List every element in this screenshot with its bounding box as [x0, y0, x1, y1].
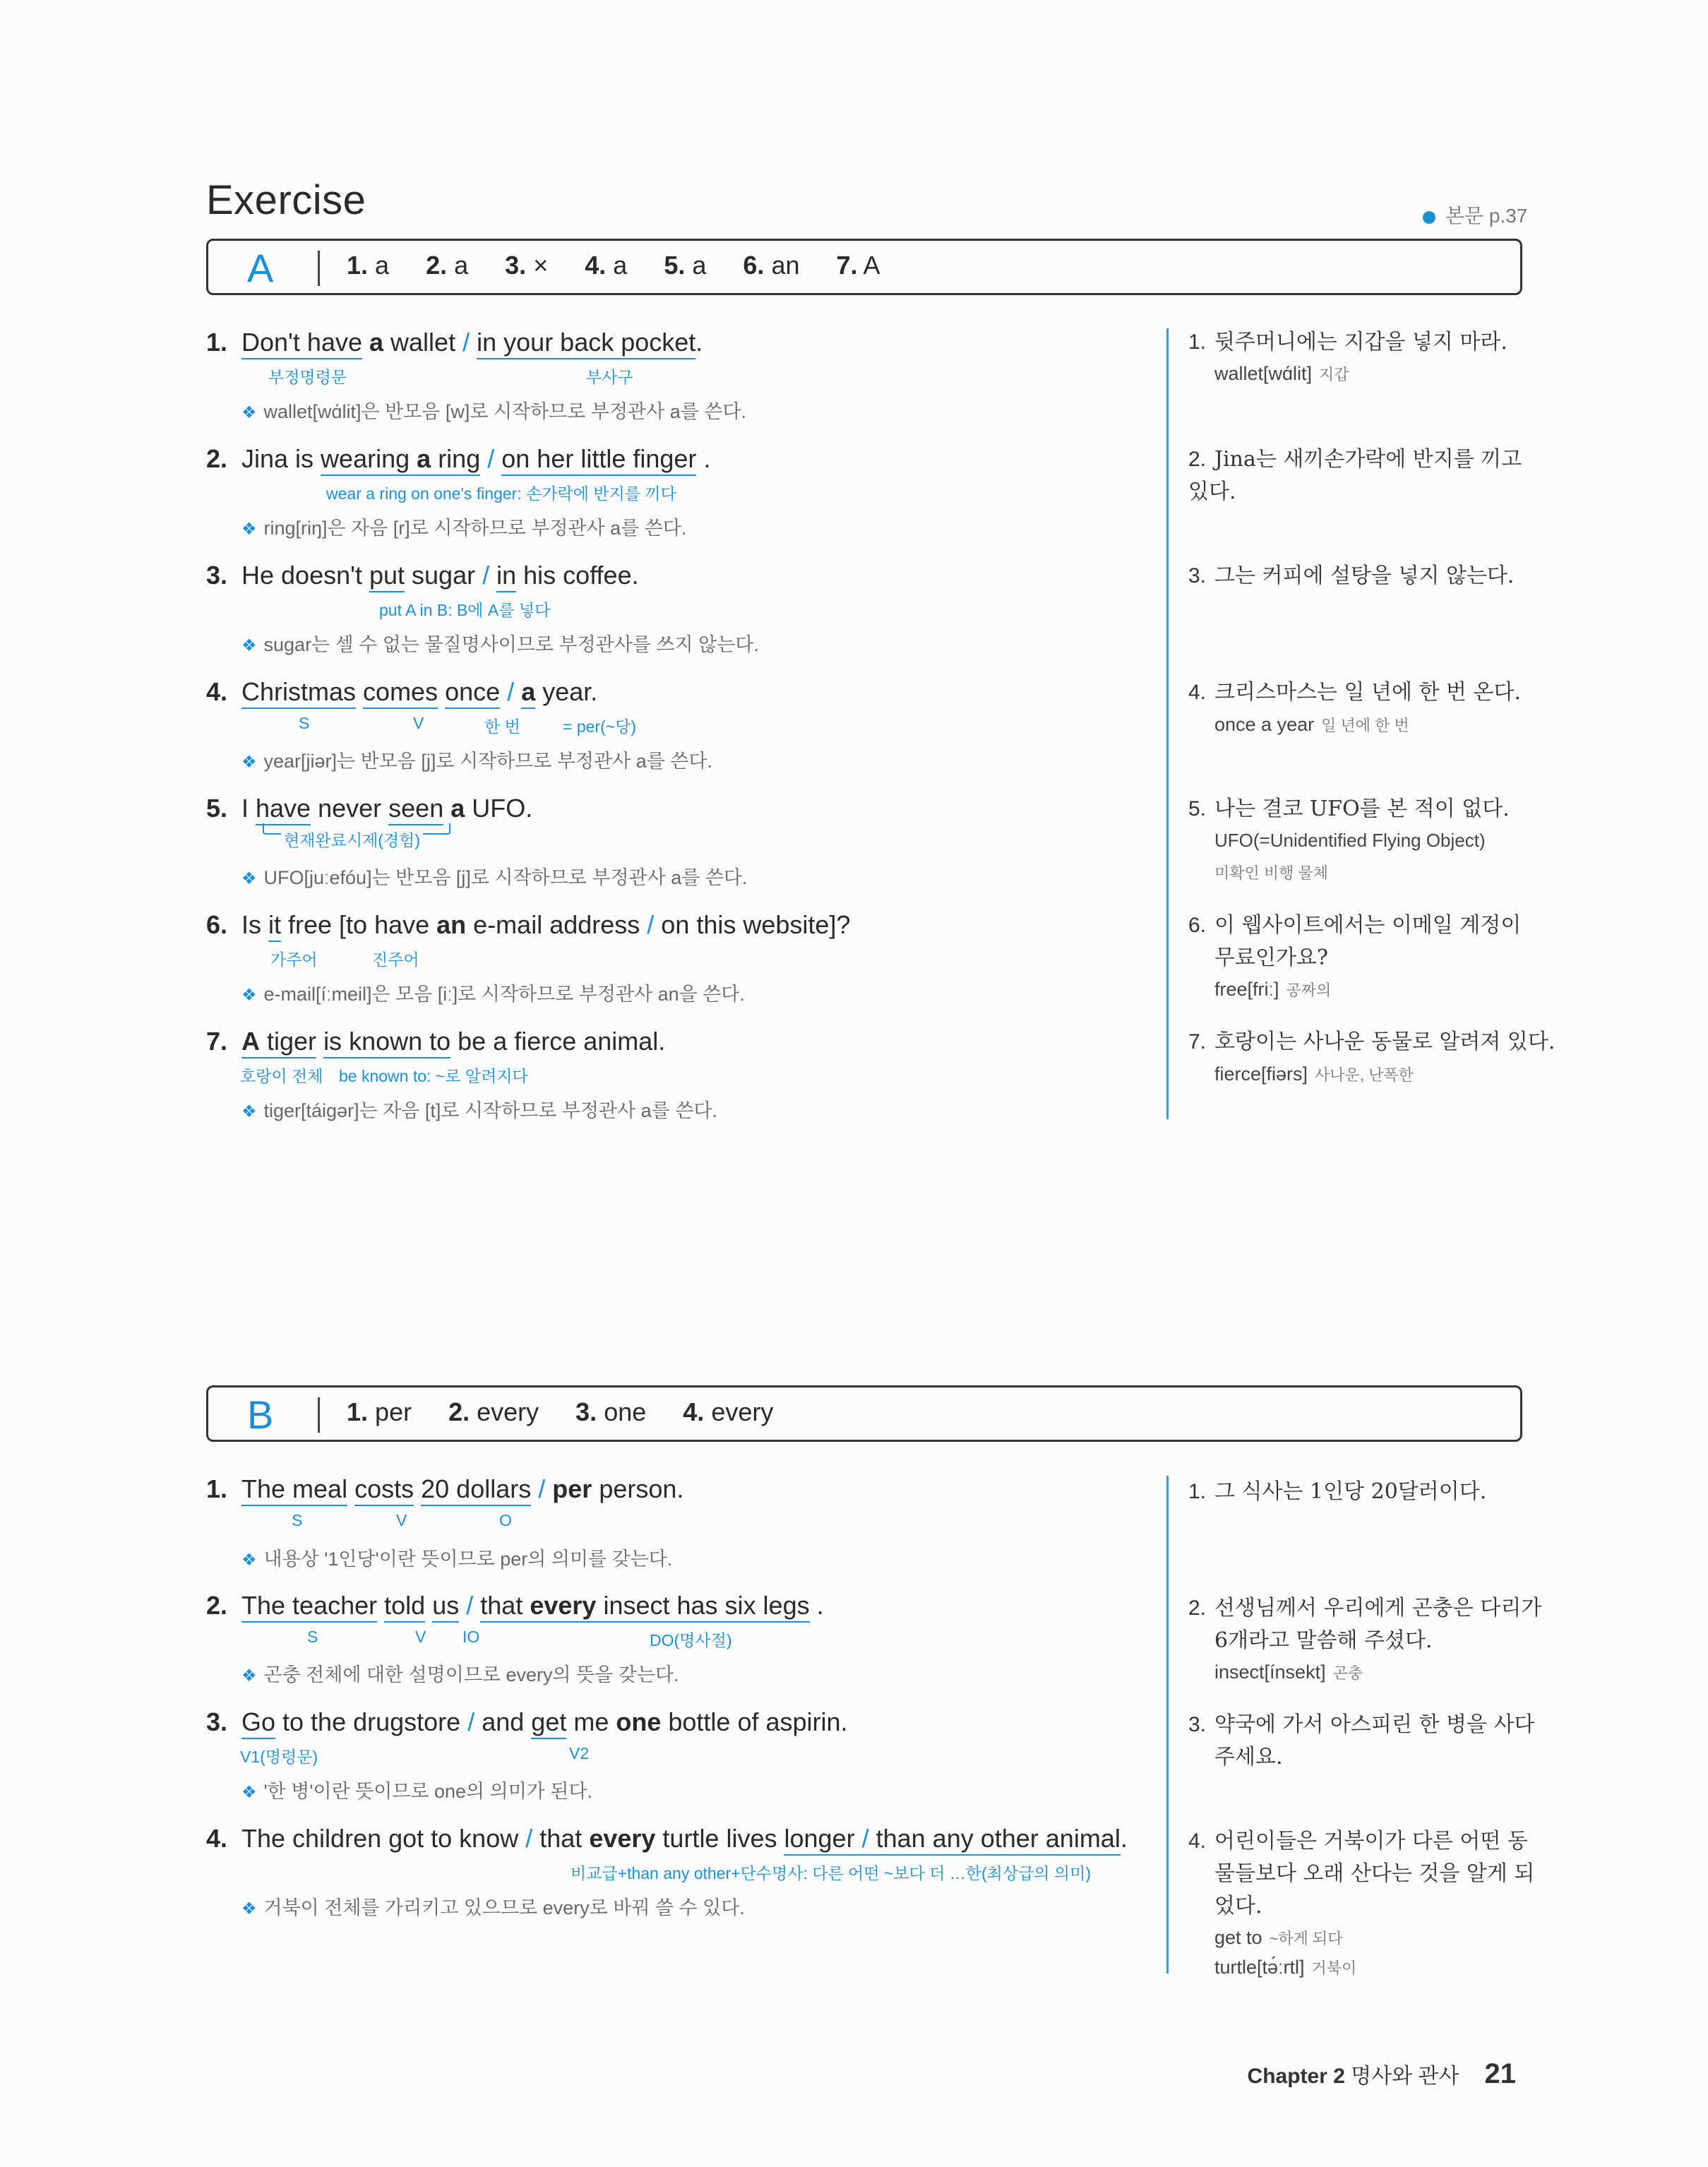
explanation-note: ❖ ring[riŋ]은 자음 [r]로 시작하므로 부정관사 a를 쓴다.	[241, 518, 687, 539]
diamond-bullet-icon: ❖	[241, 403, 257, 422]
explanation-note: ❖ UFO[juːefóu]는 반모음 [j]로 시작하므로 부정관사 a를 쓴다.	[241, 867, 748, 888]
section-letter: B	[247, 1392, 274, 1437]
annotation: S	[292, 1511, 303, 1529]
explanation-note: ❖ year[jiər]는 반모음 [j]로 시작하므로 부정관사 a를 쓴다.	[241, 751, 712, 772]
translation: 3. 그는 커피에 설탕을 넣지 않는다.	[1188, 563, 1515, 588]
diamond-bullet-icon: ❖	[241, 986, 257, 1005]
annotation: put A in B: B에 A를 넣다	[379, 601, 551, 619]
vocabulary: UFO(=Unidentified Flying Object)	[1214, 830, 1486, 851]
annotation: 한 번	[484, 717, 520, 736]
sentence-b2: 2. The teacher told us / that every insect has six legs .	[206, 1591, 824, 1620]
annotation: IO	[462, 1628, 480, 1646]
translation: 5. 나는 결코 UFO를 본 적이 없다.	[1188, 796, 1510, 821]
vocabulary: turtle[tə́ːrtl] 거북이	[1214, 1957, 1357, 1978]
annotation: S	[299, 714, 310, 732]
diamond-bullet-icon: ❖	[241, 1899, 257, 1918]
sentence-b3: 3. Go to the drugstore / and get me one bottle of aspirin.	[206, 1707, 848, 1737]
annotation: 비교급+than any other+단수명사: 다른 어떤 ~보다 더 …한(최상급의 의미)	[571, 1864, 1091, 1882]
translation: 4. 크리스마스는 일 년에 한 번 온다.	[1188, 680, 1521, 705]
vocabulary: wallet[wɑ́lit] 지갑	[1214, 363, 1349, 384]
diamond-bullet-icon: ❖	[241, 1666, 257, 1685]
annotation: DO(명사절)	[650, 1631, 732, 1649]
translation: 1. 그 식사는 1인당 20달러이다.	[1188, 1479, 1487, 1504]
section-b-answer-box	[206, 1385, 1522, 1442]
page-number: 21	[1484, 2058, 1516, 2089]
explanation-note: ❖ wallet[wɑ́lit]은 반모음 [w]로 시작하므로 부정관사 a를 쓴다.	[241, 401, 746, 422]
translation: 무료인가요?	[1214, 945, 1328, 970]
diamond-bullet-icon: ❖	[241, 1102, 257, 1121]
annotation: S	[307, 1628, 318, 1646]
divider	[318, 251, 320, 286]
column-divider	[1166, 1476, 1169, 1974]
explanation-note: ❖ e-mail[íːmeil]은 모음 [iː]로 시작하므로 부정관사 an을 쓴다.	[241, 984, 745, 1005]
annotation: 진주어	[372, 950, 419, 969]
sentence-a2: 2. Jina is wearing a ring / on her little finger .	[206, 444, 710, 474]
bullet-icon	[1423, 211, 1435, 224]
answer-list	[347, 251, 917, 280]
diamond-bullet-icon: ❖	[241, 1783, 257, 1802]
annotation: 호랑이 전체	[240, 1067, 323, 1085]
translation: 6. 이 웹사이트에서는 이메일 계정이	[1188, 913, 1522, 938]
annotation: 부사구	[586, 368, 633, 386]
answer-item: 5. a	[664, 251, 707, 280]
diamond-bullet-icon: ❖	[241, 869, 257, 888]
answer-item: 3. ×	[505, 251, 549, 280]
annotation: V2	[569, 1744, 590, 1762]
translation: 었다.	[1214, 1894, 1262, 1918]
sentence-a4: 4. Christmas comes once / a year.	[206, 677, 597, 707]
vocabulary: 미확인 비행 물체	[1214, 864, 1328, 882]
translation: 3. 약국에 가서 아스피린 한 병을 사다	[1188, 1712, 1535, 1737]
annotation: O	[499, 1511, 512, 1529]
page-title: Exercise	[206, 177, 366, 223]
explanation-note: ❖ 곤충 전체에 대한 설명이므로 every의 뜻을 갖는다.	[241, 1664, 679, 1685]
translation: 4. 어린이들은 거북이가 다른 어떤 동	[1188, 1829, 1528, 1853]
translation: 주세요.	[1214, 1745, 1283, 1769]
sentence-a6: 6. Is it free [to have an e-mail address / on this website]?	[206, 910, 850, 940]
translation: 6개라고 말씀해 주셨다.	[1214, 1628, 1433, 1653]
sentence-a7: 7. A tiger is known to be a fierce animal.	[206, 1027, 665, 1056]
sentence-a1: 1. Don't have a wallet / in your back pocket.	[206, 328, 703, 357]
diamond-bullet-icon: ❖	[241, 520, 257, 539]
annotation: V	[415, 1628, 426, 1646]
sentence-b1: 1. The meal costs 20 dollars / per person.	[206, 1474, 683, 1504]
answer-list	[347, 1397, 810, 1427]
answer-item: 2. a	[426, 251, 469, 280]
vocabulary: get to ~하게 되다	[1214, 1927, 1343, 1948]
divider	[318, 1397, 320, 1433]
page-reference: 본문 p.37	[1423, 201, 1527, 229]
answer-item: 1. a	[347, 251, 390, 280]
vocabulary: once a year 일 년에 한 번	[1214, 714, 1409, 735]
page-footer: Chapter 2 명사와 관사 21	[1247, 2058, 1516, 2089]
translation: 1. 뒷주머니에는 지갑을 넣지 마라.	[1188, 330, 1507, 354]
annotation: wear a ring on one's finger: 손가락에 반지를 끼다	[326, 484, 676, 503]
translation: 2. Jina는 새끼손가락에 반지를 끼고 있다.	[1188, 447, 1522, 504]
section-letter: A	[247, 246, 274, 290]
translation: 물들보다 오래 산다는 것을 알게 되	[1214, 1861, 1535, 1886]
sentence-a3: 3. He doesn't put sugar / in his coffee.	[206, 561, 639, 590]
translation: 7. 호랑이는 사나운 동물로 알려져 있다.	[1188, 1029, 1555, 1054]
section-a-answer-box	[206, 239, 1522, 295]
explanation-note: ❖ 내용상 '1인당'이란 뜻이므로 per의 의미를 갖는다.	[241, 1548, 673, 1570]
answer-item: 1. per	[347, 1397, 412, 1426]
column-divider	[1166, 328, 1169, 1119]
annotation: = per(~당)	[563, 717, 637, 736]
answer-item: 2. every	[448, 1397, 539, 1426]
diamond-bullet-icon: ❖	[241, 636, 257, 655]
explanation-note: ❖ '한 병'이란 뜻이므로 one의 의미가 된다.	[241, 1781, 593, 1802]
answer-item: 7. A	[836, 251, 880, 280]
translation: 2. 선생님께서 우리에게 곤충은 다리가	[1188, 1596, 1542, 1620]
sentence-a5: 5. I have never seen a UFO.	[206, 794, 532, 823]
annotation: 부정명령문	[268, 368, 347, 386]
vocabulary: free[friː] 공짜의	[1214, 979, 1332, 1000]
explanation-note: ❖ tiger[táigər]는 자음 [t]로 시작하므로 부정관사 a를 쓴다.	[241, 1100, 717, 1121]
annotation: V	[396, 1511, 407, 1529]
diamond-bullet-icon: ❖	[241, 753, 257, 772]
annotation: be known to: ~로 알려지다	[339, 1067, 528, 1085]
annotation: 현재완료시제(경험)	[281, 828, 423, 851]
vocabulary: fierce[fiərs] 사나운, 난폭한	[1214, 1063, 1414, 1085]
annotation: V1(명령문)	[240, 1748, 318, 1766]
explanation-note: ❖ 거북이 전체를 가리키고 있으므로 every로 바꿔 쓸 수 있다.	[241, 1897, 745, 1918]
answer-item: 3. one	[575, 1397, 647, 1426]
answer-item: 6. an	[743, 251, 800, 280]
diamond-bullet-icon: ❖	[241, 1551, 257, 1570]
annotation: 가주어	[270, 950, 318, 969]
annotation: V	[413, 714, 424, 732]
vocabulary: insect[ínsekt] 곤충	[1214, 1661, 1363, 1683]
explanation-note: ❖ sugar는 셀 수 없는 물질명사이므로 부정관사를 쓰지 않는다.	[241, 634, 759, 655]
sentence-b4: 4. The children got to know / that every turtle lives longer / than any other animal.	[206, 1824, 1128, 1853]
answer-item: 4. a	[585, 251, 628, 280]
answer-item: 4. every	[683, 1397, 774, 1426]
